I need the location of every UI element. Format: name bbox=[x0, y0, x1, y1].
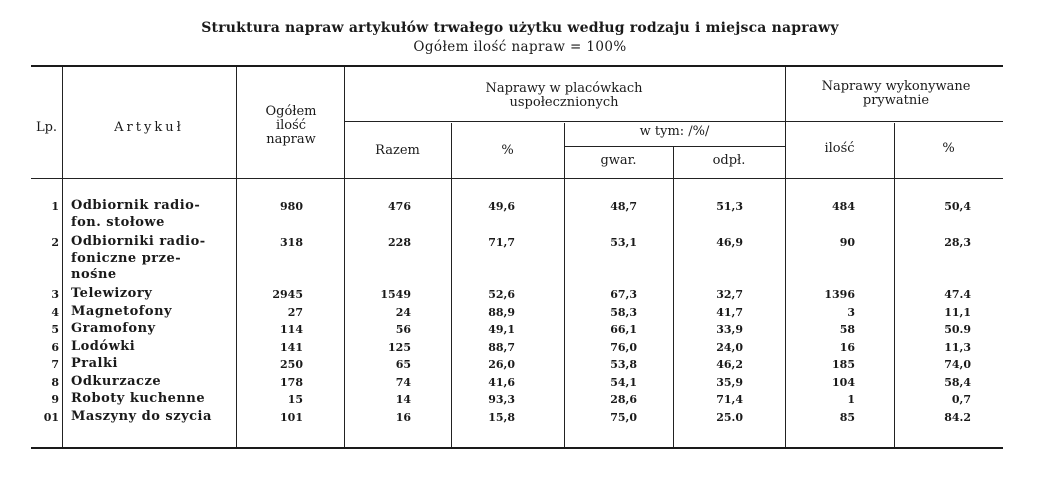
cell-pct-pryw: 28,3 bbox=[944, 236, 971, 249]
repairs-table bbox=[31, 65, 1003, 449]
cell-gwar: 58,3 bbox=[610, 305, 637, 319]
cell-ilosc: 185 bbox=[832, 358, 855, 371]
cell-razem: 476 bbox=[388, 200, 411, 213]
cell-odpl: 25.0 bbox=[716, 410, 743, 424]
table-row bbox=[31, 374, 1003, 392]
table-row bbox=[31, 321, 1003, 339]
cell-ogolem: 114 bbox=[280, 323, 303, 336]
header-rule bbox=[344, 121, 1003, 122]
cell-ogolem: 27 bbox=[287, 305, 303, 319]
cell-artykul: Odbiorniki radio-foniczne prze-nośne bbox=[71, 234, 206, 282]
table-row bbox=[31, 234, 1003, 286]
cell-artykul: Lodówki bbox=[71, 338, 136, 354]
table-row bbox=[31, 198, 1003, 234]
cell-artykul: Magnetofony bbox=[71, 303, 173, 319]
cell-ogolem: 318 bbox=[280, 236, 303, 249]
header-bottom-rule bbox=[31, 178, 1003, 179]
cell-razem: 125 bbox=[388, 340, 411, 354]
header-artykul: Artykuł bbox=[114, 120, 184, 135]
cell-odpl: 33,9 bbox=[716, 323, 743, 336]
cell-ogolem: 15 bbox=[287, 393, 303, 406]
cell-ogolem: 141 bbox=[280, 340, 303, 354]
cell-artykul: Maszyny do szycia bbox=[71, 408, 212, 424]
header-gwar: gwar. bbox=[600, 153, 637, 168]
header-rule bbox=[564, 146, 785, 147]
cell-ilosc: 1396 bbox=[824, 288, 855, 301]
cell-artykul: Odkurzacze bbox=[71, 373, 162, 389]
cell-lp: 8 bbox=[51, 375, 59, 389]
cell-razem: 56 bbox=[395, 323, 411, 336]
cell-razem: 74 bbox=[395, 375, 411, 389]
table-subtitle: Ogółem ilość napraw = 100% bbox=[413, 39, 627, 55]
cell-pct: 71,7 bbox=[488, 236, 515, 249]
cell-pct-pryw: 47.4 bbox=[944, 288, 971, 301]
cell-artykul: Telewizory bbox=[71, 286, 153, 301]
header-ilosc: ilość bbox=[824, 141, 855, 156]
cell-ilosc: 90 bbox=[839, 236, 855, 249]
cell-pct-pryw: 74,0 bbox=[944, 358, 971, 371]
cell-razem: 228 bbox=[388, 236, 411, 249]
table-body bbox=[31, 198, 1003, 426]
cell-lp: 7 bbox=[51, 358, 59, 371]
cell-razem: 65 bbox=[395, 358, 411, 371]
cell-ogolem: 980 bbox=[280, 200, 303, 213]
header-ogolem: Ogółem ilość napraw bbox=[265, 104, 317, 147]
cell-pct-pryw: 11,1 bbox=[944, 305, 971, 319]
cell-lp: 3 bbox=[51, 288, 59, 301]
cell-gwar: 54,1 bbox=[610, 375, 637, 389]
header-prywatne: Naprawy wykonywane prywatnie bbox=[821, 79, 971, 108]
cell-ilosc: 104 bbox=[832, 375, 855, 389]
cell-pct: 26,0 bbox=[488, 358, 515, 371]
table-row bbox=[31, 286, 1003, 304]
header-uspolecznione: Naprawy w placówkach uspołecznionych bbox=[485, 81, 643, 110]
cell-gwar: 48,7 bbox=[610, 200, 637, 213]
cell-pct: 49,6 bbox=[488, 200, 515, 213]
cell-razem: 1549 bbox=[380, 288, 411, 301]
cell-gwar: 67,3 bbox=[610, 288, 637, 301]
cell-lp: 1 bbox=[51, 200, 59, 213]
cell-lp: 2 bbox=[51, 236, 59, 249]
cell-pct-pryw: 0,7 bbox=[951, 393, 971, 406]
cell-razem: 16 bbox=[395, 410, 411, 424]
cell-ilosc: 85 bbox=[839, 410, 855, 424]
cell-pct: 93,3 bbox=[488, 393, 515, 406]
cell-pct: 88,9 bbox=[488, 305, 515, 319]
cell-pct-pryw: 50.9 bbox=[944, 323, 971, 336]
cell-razem: 14 bbox=[395, 393, 411, 406]
cell-pct: 15,8 bbox=[488, 410, 515, 424]
cell-ogolem: 2945 bbox=[272, 288, 303, 301]
cell-gwar: 53,8 bbox=[610, 358, 637, 371]
cell-odpl: 32,7 bbox=[716, 288, 743, 301]
header-pct-uspol: % bbox=[501, 143, 514, 158]
table-row bbox=[31, 391, 1003, 409]
cell-ogolem: 101 bbox=[280, 410, 303, 424]
cell-lp: 9 bbox=[51, 393, 59, 406]
table-title: Struktura napraw artykułów trwałego użytku według rodzaju i miejsca naprawy bbox=[201, 20, 839, 36]
cell-odpl: 41,7 bbox=[716, 305, 743, 319]
cell-gwar: 75,0 bbox=[610, 410, 637, 424]
cell-pct: 41,6 bbox=[488, 375, 515, 389]
cell-pct-pryw: 84.2 bbox=[944, 410, 971, 424]
cell-lp: 4 bbox=[51, 305, 59, 319]
cell-gwar: 66,1 bbox=[610, 323, 637, 336]
cell-lp: 5 bbox=[51, 323, 59, 336]
cell-ilosc: 1 bbox=[847, 393, 855, 406]
cell-ilosc: 16 bbox=[839, 340, 855, 354]
cell-ilosc: 58 bbox=[839, 323, 855, 336]
cell-pct-pryw: 11,3 bbox=[944, 340, 971, 354]
cell-odpl: 46,9 bbox=[716, 236, 743, 249]
cell-lp: 6 bbox=[51, 340, 59, 354]
cell-artykul: Pralki bbox=[71, 356, 118, 371]
cell-pct-pryw: 58,4 bbox=[944, 375, 971, 389]
cell-ogolem: 250 bbox=[280, 358, 303, 371]
table-row bbox=[31, 304, 1003, 322]
cell-ilosc: 3 bbox=[847, 305, 855, 319]
table-row bbox=[31, 339, 1003, 357]
table-row bbox=[31, 409, 1003, 427]
cell-lp: 01 bbox=[43, 410, 59, 424]
cell-pct-pryw: 50,4 bbox=[944, 200, 971, 213]
cell-artykul: Odbiornik radio-fon. stołowe bbox=[71, 198, 201, 230]
cell-odpl: 71,4 bbox=[716, 393, 743, 406]
cell-odpl: 46,2 bbox=[716, 358, 743, 371]
cell-razem: 24 bbox=[395, 305, 411, 319]
cell-pct: 88,7 bbox=[488, 340, 515, 354]
cell-artykul: Gramofony bbox=[71, 321, 156, 336]
header-pct-pryw: % bbox=[942, 141, 955, 156]
header-razem: Razem bbox=[375, 143, 420, 158]
cell-odpl: 35,9 bbox=[716, 375, 743, 389]
table-row bbox=[31, 356, 1003, 374]
cell-ogolem: 178 bbox=[280, 375, 303, 389]
cell-odpl: 51,3 bbox=[716, 200, 743, 213]
header-w-tym: w tym: /%/ bbox=[639, 124, 710, 139]
cell-gwar: 53,1 bbox=[610, 236, 637, 249]
cell-odpl: 24,0 bbox=[716, 340, 743, 354]
header-lp: Lp. bbox=[35, 120, 58, 135]
cell-pct: 52,6 bbox=[488, 288, 515, 301]
header-odpl: odpł. bbox=[712, 153, 746, 168]
cell-ilosc: 484 bbox=[832, 200, 855, 213]
cell-gwar: 28,6 bbox=[610, 393, 637, 406]
cell-gwar: 76,0 bbox=[610, 340, 637, 354]
cell-artykul: Roboty kuchenne bbox=[71, 391, 206, 406]
cell-pct: 49,1 bbox=[488, 323, 515, 336]
